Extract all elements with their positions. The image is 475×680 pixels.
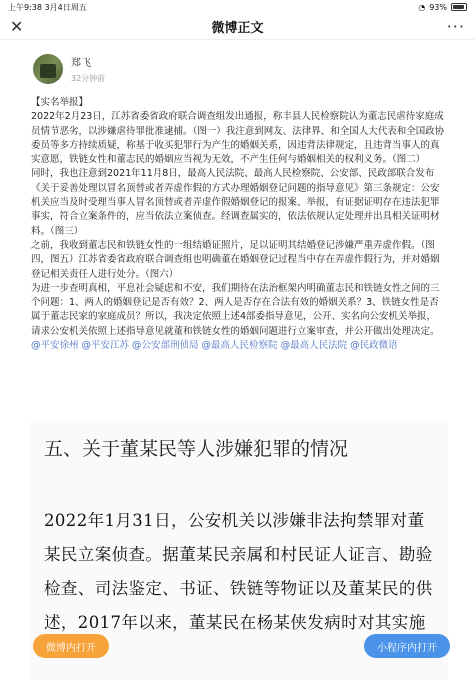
clock-time: 上午9:38 (8, 2, 42, 12)
page-title: 微博正文 (211, 21, 264, 36)
battery-percent: 93% (429, 2, 447, 12)
author-name[interactable]: 郑飞 (71, 58, 91, 69)
author-header (0, 40, 475, 88)
wifi-icon: ◔ (418, 2, 426, 12)
nav-bar (0, 14, 475, 40)
image-body-text: 2022年1月31日，公安机关以涉嫌非法拘禁罪对董某民立案侦查。据董某民亲属和村民证人证言、勘验检查、司法鉴定、书证、铁链等物证以及董某民的供述，2017年以来，董某民在杨某侠发病时对其实施 (44, 511, 433, 632)
more-icon[interactable]: ··· (446, 17, 465, 36)
status-bar (0, 0, 475, 14)
post-paragraph: 之前，我收到董志民和铁链女性的一组结婚证照片，足以证明其结婚登记涉嫌严重弄虚作假。（图四，图五）江苏省委省政府联合调查组也明确董在婚姻登记过程当中存在弄虚作假行为，并对婚姻登记相关责任人进行处分。（图六） (31, 239, 440, 280)
status-indicators (418, 3, 467, 12)
battery-icon (451, 3, 467, 11)
open-in-miniprogram-button[interactable]: 小程序内打开 (364, 634, 450, 658)
close-icon[interactable]: ✕ (10, 17, 24, 36)
clock-date: 3月4日周五 (44, 2, 87, 12)
post-time: 32分钟前 (71, 74, 106, 83)
status-time (8, 2, 87, 13)
image-heading: 五、关于董某民等人涉嫌犯罪的情况 (44, 438, 349, 460)
post-paragraph: 2022年2月23日，江苏省委省政府联合调查组发出通报，称丰县人民检察院认为董志民虐待家庭成员情节恶劣，以涉嫌虐待罪批准逮捕。（图一）我注意到网友、法律界、和全国人大代表和全国政协委员等多方持续质疑，称基于收买犯罪行为产生的婚姻关系，因违背法律规定，且违背当事人的真实意愿，铁链女性和董志民的婚姻应当视为无效，不产生任何与婚姻相关的权利义务。（图二） (31, 111, 445, 166)
avatar[interactable] (33, 54, 63, 84)
post-paragraph: 【实名举报】 (31, 97, 89, 108)
post-paragraph-text: 为进一步查明真相，平息社会疑虑和不安，我们期待在法治框架内明确董志民和铁链女性之间的三个问题：1、两人的婚姻登记是否有效？2、两人是否存在合法有效的婚姻关系？3、铁链女性是否属于董志民家的家庭成员？所以，我决定依照上述4部委指导意见，公开、实名向公安机关举报，请求公安机关依照上述指导意见就董和铁链女性的婚姻问题进行立案审查，并公开做出处理决定。 (31, 282, 440, 337)
post-paragraph: 同时，我也注意到2021年11月8日，最高人民法院、最高人民检察院、公安部、民政部联合发布《关于妥善处理以冒名顶替或者弄虚作假的方式办理婚姻登记问题的指导意见》第三条规定：公安机关应当及时受理当事人冒名顶替或者弄虚作假婚姻登记的报案、举报，有证据证明存在违法犯罪事实，符合立案条件的，应当依法立案侦查。经调查属实的，依法依规认定处理并出具相关证明材料。（图三） (31, 168, 440, 237)
open-in-weibo-button[interactable]: 微博内打开 (33, 634, 109, 658)
post-paragraph (31, 282, 445, 353)
mention-links[interactable]: @平安徐州 @平安江苏 @公安部刑侦局 @最高人民检察院 @最高人民法院 @民政微语 (31, 340, 398, 352)
author-info (71, 54, 105, 84)
post-body (0, 88, 475, 391)
